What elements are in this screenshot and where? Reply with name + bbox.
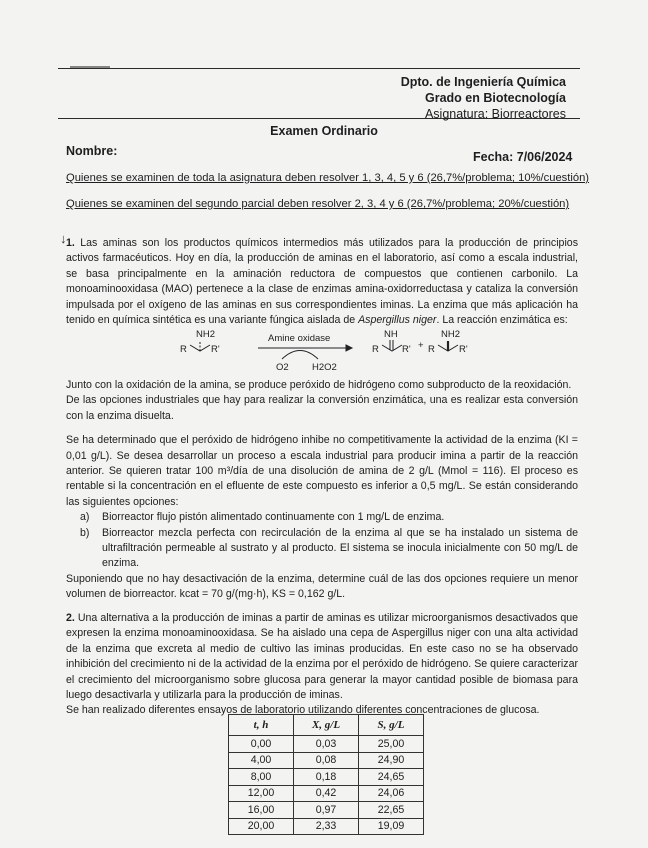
problem1-intro bbox=[66, 236, 578, 328]
table-header-substrate: S, g/L bbox=[359, 715, 424, 736]
product-r: R bbox=[372, 344, 379, 355]
problem1-paragraph-2: Junto con la oxidación de la amina, se produce peróxido de hidrógeno como subproducto de la reoxidación. bbox=[66, 379, 572, 391]
course-name: Asignatura: Biorreactores bbox=[424, 107, 566, 121]
problem1-number: 1. bbox=[66, 237, 75, 249]
o2-label: O2 bbox=[276, 362, 289, 373]
reactant-rprime: R' bbox=[211, 344, 220, 355]
table-row: 0,00 0,03 25,00 bbox=[229, 736, 424, 753]
recovered-r: R bbox=[428, 344, 435, 355]
table-row: 20,00 2,33 19,09 bbox=[229, 818, 424, 835]
reactant-nh2: NH2 bbox=[196, 329, 216, 340]
department-name: Dpto. de Ingeniería Química bbox=[400, 75, 566, 89]
table-header-biomass: X, g/L bbox=[294, 715, 359, 736]
name-label: Nombre: bbox=[66, 144, 118, 158]
instruction-full-course: Quienes se examinen de toda la asignatura deben resolver 1, 3, 4, 5 y 6 (26,7%/problema; 10%/cuestión) bbox=[66, 172, 590, 184]
option-b: b) Biorreactor mezcla perfecta con recirculación de la enzima al que se ha instalado un sistema de ultrafiltración permeable al sustrato y al producto. El sistema se inocula inicialmente con 50 mg/L de enzima. bbox=[80, 526, 578, 570]
problem1-options bbox=[66, 510, 578, 572]
recovered-nh2: NH2 bbox=[441, 329, 461, 340]
problem2-number: 2. bbox=[66, 612, 75, 624]
table-row: 16,00 0,97 22,65 bbox=[229, 802, 424, 819]
problem1-closing: Suponiendo que no hay desactivación de la enzima, determine cuál de las dos opciones requiere un menor volumen de biorreactor. kcat = 70 g/(mg·h), KS = 0,162 g/L. bbox=[66, 572, 578, 601]
problem1-intro-text: Las aminas son los productos químicos intermedios más utilizados para la producción de principios activos farmacéuticos. Hoy en día, la producción de aminas en el laboratorio, así como a escala industrial, se basa principalmente en la aminación reductora de compuestos que contienen carbonilo. La monoaminooxidasa (MAO) pertenece a la clase de enzimas amina-oxidorreductasa y cataliza la conversión impulsada por el oxígeno de las aminas en sus correspondientes iminas. La enzima que más aplicación ha tenido en química sintética es una variante fúngica aislada de bbox=[66, 237, 578, 327]
header-left-stub bbox=[70, 66, 110, 68]
organism-name: Aspergillus niger bbox=[358, 314, 437, 327]
recovered-rprime: R' bbox=[459, 344, 468, 355]
reaction-scheme bbox=[0, 326, 648, 376]
problem1-paragraph-4: Se ha determinado que el peróxido de hidrógeno inhibe no competitivamente la actividad de la enzima (KI = 0,01 g/L). Se desea desarrollar un proceso a escala industrial para producir imina a partir de la reacción anterior. Se quieren tratar 100 m³/día de una disolución de amina de 2 g/L (Mmol = 116). El proceso es rentable si la concentración en el efluente de este compuesto es inferior a 0,5 mg/L. Se están considerando las siguientes opciones: bbox=[66, 434, 578, 508]
problem2-body bbox=[66, 611, 578, 719]
problem1-body bbox=[66, 378, 578, 603]
reactant-r: R bbox=[180, 344, 187, 355]
problem1-paragraph-3: De las opciones industriales que hay para realizar la conversión enzimática, una es realizar esta conversión con la enzima disuelta. bbox=[66, 394, 578, 422]
table-header-time: t, h bbox=[229, 715, 294, 736]
problem1-intro-end: . La reacción enzimática es: bbox=[436, 314, 568, 327]
header-block bbox=[401, 74, 566, 122]
h2o2-label: H2O2 bbox=[312, 362, 337, 373]
problem2-paragraph-1: Una alternativa a la producción de iminas a partir de aminas es utilizar microorganismos desactivados que expresen la enzima monoaminooxidasa. Se ha aislado una cepa de Aspergillus niger con una alta actividad de la enzima que excreta al medio de cultivo las iminas producidas. En este caso no se ha observado inhibición del crecimiento ni de la actividad de la enzima por el peróxido de hidrógeno. Se quiere caracterizar el crecimiento del microorganismo sobre glucosa para generar la mayor cantidad posible de biomasa para luego desactivarla y utilizarla para la producción de iminas. bbox=[66, 612, 578, 702]
enzyme-label: Amine oxidase bbox=[268, 333, 331, 344]
product-nh: NH bbox=[384, 329, 398, 340]
instruction-second-partial: Quienes se examinen del segundo parcial deben resolver 2, 3, 4 y 6 (26,7%/problema; 20%/cuestión) bbox=[66, 198, 570, 210]
table-row: 12,00 0,42 24,06 bbox=[229, 785, 424, 802]
imine-bonds bbox=[382, 345, 402, 351]
option-a: a) Biorreactor flujo pistón alimentado continuamente con 1 mg/L de enzima. bbox=[80, 511, 445, 524]
plus-sign: + bbox=[418, 340, 424, 351]
exam-title: Examen Ordinario bbox=[270, 124, 378, 138]
header-top-rule bbox=[58, 68, 580, 69]
problem2-paragraph-2: Se han realizado diferentes ensayos de laboratorio utilizando diferentes concentraciones de glucosa. bbox=[66, 704, 540, 717]
growth-data-table bbox=[228, 714, 424, 835]
degree-name: Grado en Biotecnología bbox=[425, 91, 566, 105]
table-row: 4,00 0,08 24,90 bbox=[229, 752, 424, 769]
product-rprime: R' bbox=[402, 344, 411, 355]
handwritten-check-mark: ↓ bbox=[60, 231, 67, 246]
table-row: 8,00 0,18 24,65 bbox=[229, 769, 424, 786]
date-label: Fecha: 7/06/2024 bbox=[473, 150, 573, 164]
